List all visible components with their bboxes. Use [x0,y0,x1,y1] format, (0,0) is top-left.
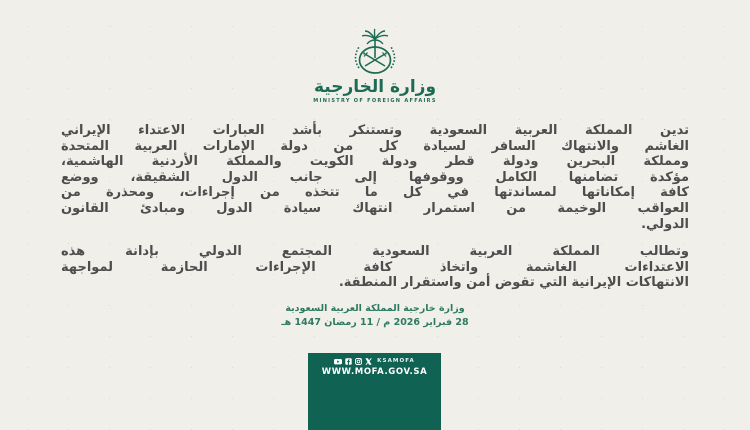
paragraph1-line: تدين المملكة العربية السعودية وتستنكر بأشد العبارات الاعتداء الإيراني [61,123,689,138]
signature-ministry-line: وزارة خارجية المملكة العربية السعودية [285,303,465,314]
paragraph2-line: وتطالب المملكة العربية السعودية المجتمع الدولي بإدانة هذه [61,244,689,260]
facebook-icon [345,358,352,365]
signature-block [0,302,750,330]
paragraph1-line: ومملكة البحرين ودولة قطر ودولة الكويت والمملكة الأردنية الهاشمية، [61,154,689,170]
mofa-logo [0,28,750,104]
paragraph1-line: الغاشم والانتهاك السافر لسيادة كل من دولة الإمارات العربية المتحدة [61,138,689,154]
paragraph-gap [61,232,689,244]
footer-block [308,353,441,430]
statement-body [61,123,689,291]
social-handle-label: KSAMOFA [377,358,415,364]
palm-tree-crossed-swords-emblem-icon [344,28,406,78]
paragraph1-line: العواقب الوخيمة من استمرار انتهاك سيادة الدول ومبادئ القانون [61,200,689,216]
paragraph1-line: الدولي. [641,216,689,232]
signature-date-line: 28 فبراير 2026 م / 11 رمضان 1447 هـ [281,317,469,328]
website-url: WWW.MOFA.GOV.SA [321,366,428,377]
paragraph2-line: الانتهاكات الإيرانية التي تقوض أمن واستقرار المنطقة. [338,275,689,291]
paragraph1-line: كافة إمكاناتها لمساندتها في كل ما تتخذه من إجراءات، ومحذرة من [61,185,689,201]
social-row [308,357,441,365]
instagram-icon [355,358,362,365]
paragraph1-line: مؤكدة تضامنها الكامل ووقوفها إلى جانب الدول الشقيقة، ووضع [61,169,689,185]
paragraph2-line: الاعتداءات الغاشمة واتخاذ كافة الإجراءات الحازمة لمواجهة [61,259,689,275]
logo-english-title: MINISTRY OF FOREIGN AFFAIRS [313,98,437,104]
logo-arabic-title: وزارة الخارجية [313,77,437,97]
x-icon [365,358,372,365]
youtube-icon [334,358,342,365]
